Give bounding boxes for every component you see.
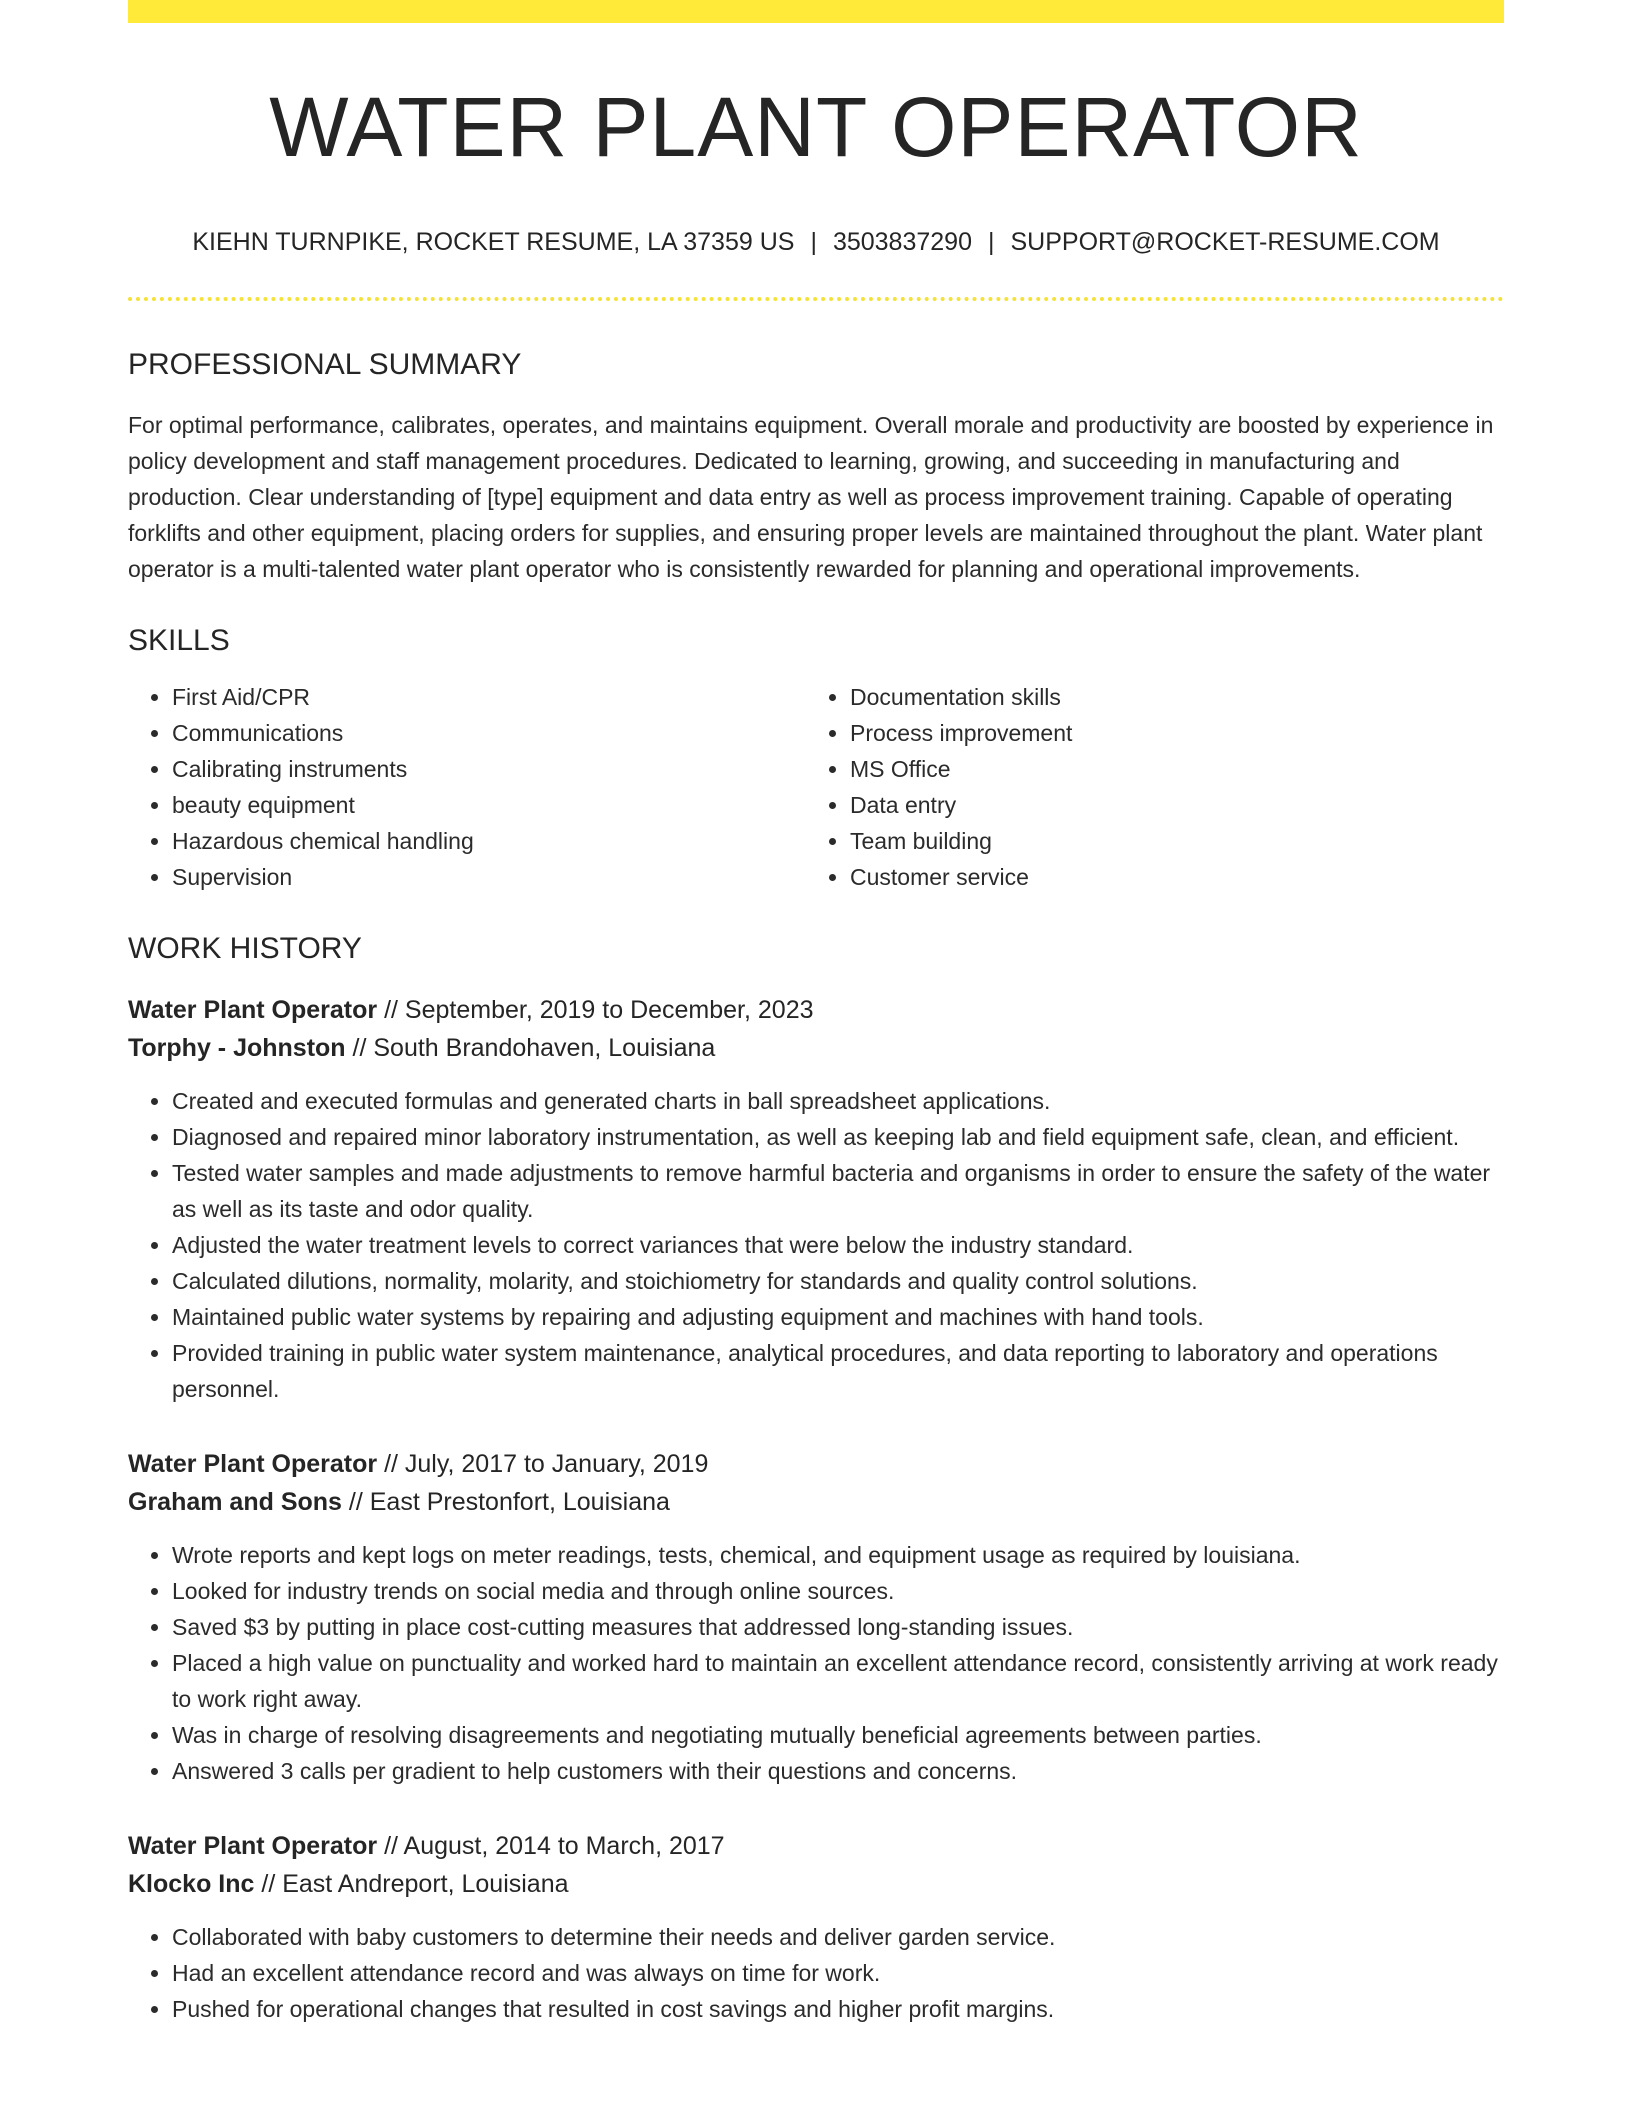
job-bullet: • Adjusted the water treatment levels to correct variances that were below the industry standard.: [172, 1227, 1504, 1263]
job-title: Water Plant Operator: [128, 1832, 378, 1861]
job-bullet: • Tested water samples and made adjustments to remove harmful bacteria and organisms in order to ensure the safety of the water as well as its taste and odor quality.: [172, 1155, 1504, 1227]
skill-item: • Documentation skills: [850, 679, 1504, 715]
skill-item: • beauty equipment: [172, 787, 806, 823]
skill-item: • Customer service: [850, 859, 1504, 895]
contact-separator: |: [810, 228, 817, 257]
job-title-line: [128, 991, 1504, 1029]
job-title-line: [128, 1827, 1504, 1865]
skill-item: • MS Office: [850, 751, 1504, 787]
skill-item: • Hazardous chemical handling: [172, 823, 806, 859]
contact-separator: |: [987, 228, 995, 257]
job-bullets: [128, 1083, 1504, 1407]
contact-line: [128, 227, 1504, 257]
job-bullet: • Created and executed formulas and generated charts in ball spreadsheet applications.: [172, 1083, 1504, 1119]
resume-page: [128, 0, 1504, 2027]
job-bullet: • Pushed for operational changes that resulted in cost savings and higher profit margins.: [172, 1991, 1504, 2027]
resume-title: WATER PLANT OPERATOR: [269, 80, 1363, 174]
job-title-line: [128, 1445, 1504, 1483]
job-location: // South Brandohaven, Louisiana: [345, 1034, 716, 1063]
job-company-line: [128, 1029, 1504, 1067]
job-title: Water Plant Operator: [128, 996, 378, 1025]
skill-item: • Data entry: [850, 787, 1504, 823]
section-title-work-history: WORK HISTORY: [128, 932, 362, 966]
job-company-line: [128, 1865, 1504, 1903]
contact-phone: 3503837290: [832, 228, 972, 257]
job-company-line: [128, 1483, 1504, 1521]
contact-email: SUPPORT@ROCKET-RESUME.COM: [1010, 228, 1440, 257]
skill-item: • Calibrating instruments: [172, 751, 806, 787]
job-dates: // September, 2019 to December, 2023: [377, 996, 814, 1025]
job-bullet: • Looked for industry trends on social media and through online sources.: [172, 1573, 1504, 1609]
accent-bar: [128, 0, 1504, 23]
job-bullet: • Placed a high value on punctuality and worked hard to maintain an excellent attendance record, consistently arriving at work ready to work right away.: [172, 1645, 1504, 1717]
job-bullet: • Answered 3 calls per gradient to help customers with their questions and concerns.: [172, 1753, 1504, 1789]
section-title-skills: SKILLS: [128, 624, 230, 658]
job-dates: // July, 2017 to January, 2019: [377, 1450, 709, 1479]
skills-list: [128, 679, 1504, 895]
job-company: Klocko Inc: [128, 1870, 255, 1899]
skill-item: • Team building: [850, 823, 1504, 859]
job-bullet: • Had an excellent attendance record and was always on time for work.: [172, 1955, 1504, 1991]
job-bullet: • Saved $3 by putting in place cost-cutting measures that addressed long-standing issues.: [172, 1609, 1504, 1645]
job-bullet: • Collaborated with baby customers to determine their needs and deliver garden service.: [172, 1919, 1504, 1955]
job-entry: [128, 1827, 1504, 2027]
skill-item: • Supervision: [172, 859, 806, 895]
contact-address: KIEHN TURNPIKE, ROCKET RESUME, LA 37359 US: [192, 228, 795, 257]
job-bullet: • Was in charge of resolving disagreements and negotiating mutually beneficial agreements between parties.: [172, 1717, 1504, 1753]
skill-item: • Process improvement: [850, 715, 1504, 751]
summary-text: For optimal performance, calibrates, operates, and maintains equipment. Overall morale and productivity are boosted by experience in policy development and staff management procedures. Dedicated to learning, growing, and succeeding in manufacturing and production. Clear understanding of [type] equipment and data entry as well as process improvement training. Capable of operating forklifts and other equipment, placing orders for supplies, and ensuring proper levels are maintained throughout the plant. Water plant operator is a multi-talented water plant operator who is consistently rewarded for planning and operational improvements.: [128, 412, 1494, 583]
job-company: Graham and Sons: [128, 1488, 342, 1517]
job-location: // East Andreport, Louisiana: [254, 1870, 569, 1899]
job-entry: [128, 991, 1504, 1407]
skills-column-left: [128, 679, 806, 895]
job-title: Water Plant Operator: [128, 1450, 378, 1479]
skills-column-right: [806, 679, 1504, 895]
job-bullet: • Calculated dilutions, normality, molarity, and stoichiometry for standards and quality control solutions.: [172, 1263, 1504, 1299]
job-entry: [128, 1445, 1504, 1789]
job-bullet: • Provided training in public water system maintenance, analytical procedures, and data reporting to laboratory and operations personnel.: [172, 1335, 1504, 1407]
job-dates: // August, 2014 to March, 2017: [377, 1832, 725, 1861]
job-bullet: • Maintained public water systems by repairing and adjusting equipment and machines with hand tools.: [172, 1299, 1504, 1335]
job-bullet: • Diagnosed and repaired minor laboratory instrumentation, as well as keeping lab and field equipment safe, clean, and efficient.: [172, 1119, 1504, 1155]
job-bullet: • Wrote reports and kept logs on meter readings, tests, chemical, and equipment usage as required by louisiana.: [172, 1537, 1504, 1573]
job-company: Torphy - Johnston: [128, 1034, 346, 1063]
job-location: // East Prestonfort, Louisiana: [341, 1488, 670, 1517]
skill-item: • First Aid/CPR: [172, 679, 806, 715]
dotted-divider: [128, 297, 1504, 301]
job-bullets: [128, 1919, 1504, 2027]
skill-item: • Communications: [172, 715, 806, 751]
job-bullets: [128, 1537, 1504, 1789]
section-title-summary: PROFESSIONAL SUMMARY: [128, 348, 522, 382]
